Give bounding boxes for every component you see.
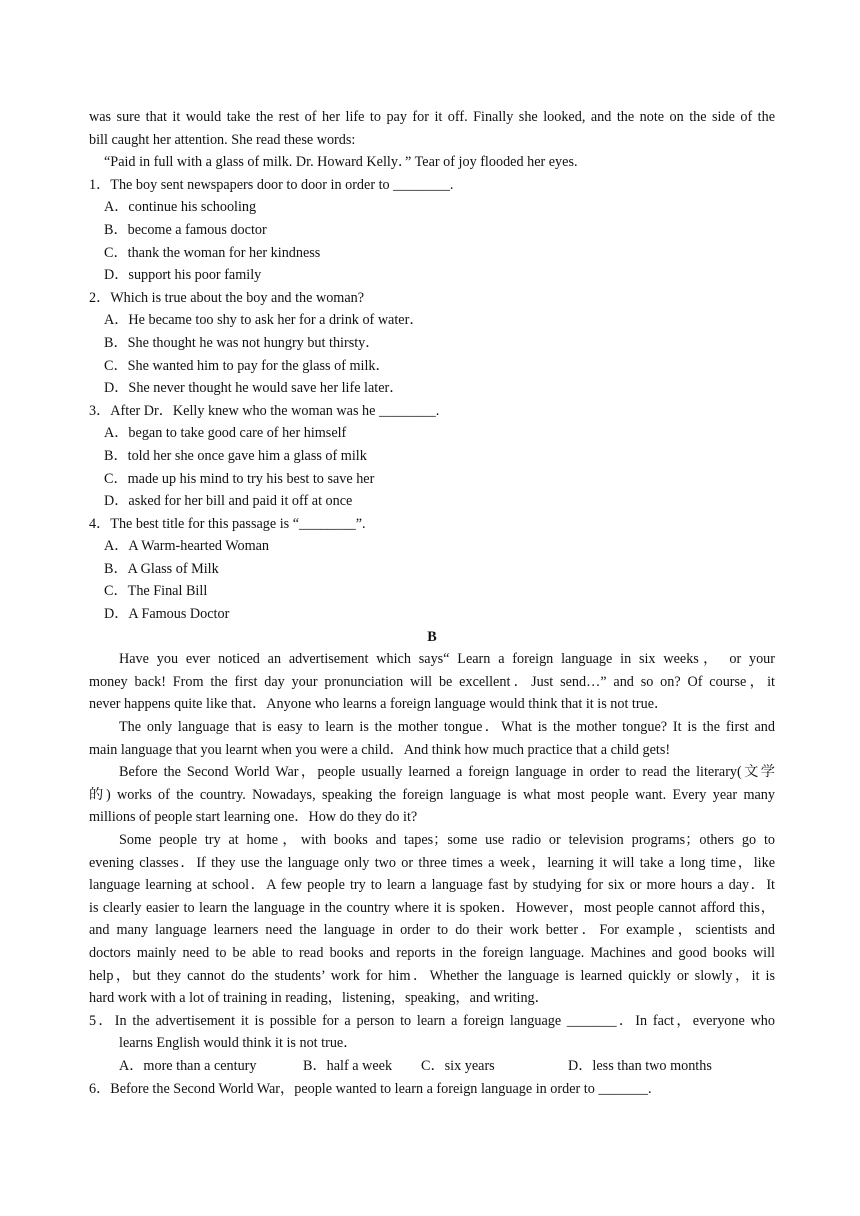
question-3 bbox=[89, 400, 775, 513]
answer-option: D．less than two months bbox=[568, 1057, 712, 1074]
passage-text-line: bill caught her attention. She read these words: bbox=[89, 131, 356, 148]
passage-text-line: was sure that it would take the rest of her life to pay for it off. Finally she looked, and the note on the side of the bbox=[89, 109, 775, 125]
passage-text-line: evening classes．If they use the language only two or three times a week，learning it will take a long time，like bbox=[89, 854, 775, 871]
passage-text-line: Some people try at home，with books and tapes；some use radio or television programs；others go to bbox=[119, 832, 775, 848]
passage-text-line: “Paid in full with a glass of milk. Dr. Howard Kelly．” Tear of joy flooded her eyes. bbox=[104, 154, 578, 171]
passage-b-paragraph-4 bbox=[89, 829, 775, 1010]
question-5 bbox=[89, 1010, 775, 1078]
answer-option: C．made up his mind to try his best to save her bbox=[104, 470, 375, 487]
passage-text-line: doctors mainly need to be able to read books and reports in the foreign language. Machines and good books will bbox=[89, 944, 775, 961]
answer-option: C．She wanted him to pay for the glass of milk． bbox=[104, 357, 390, 374]
section-heading: B bbox=[427, 628, 437, 645]
answer-option: B．become a famous doctor bbox=[104, 221, 267, 238]
answer-option: D．support his poor family bbox=[104, 267, 262, 284]
answer-option: D．A Famous Doctor bbox=[104, 606, 230, 623]
question-2 bbox=[89, 287, 775, 400]
answer-option: C．thank the woman for her kindness bbox=[104, 244, 321, 261]
passage-text-line: 的) works of the country. Nowadays, speaking the foreign language is what most people want. Every year many bbox=[89, 786, 775, 803]
answer-option: A．more than a century bbox=[119, 1057, 257, 1074]
passage-text-line: help，but they cannot do the students’ work for him．Whether the language is learned quickly or slowly，it is bbox=[89, 967, 775, 984]
answer-option: B．told her she once gave him a glass of milk bbox=[104, 447, 367, 464]
answer-option: B．She thought he was not hungry but thirsty． bbox=[104, 334, 380, 351]
answer-option: C．six years bbox=[421, 1057, 495, 1074]
passage-text-line: main language that you learnt when you were a child．And think how much practice that a child gets! bbox=[89, 741, 671, 758]
passage-text-line: hard work with a lot of training in reading，listening，speaking，and writing． bbox=[89, 990, 549, 1007]
passage-text-line: never happens quite like that．Anyone who learns a foreign language would think that it is not true． bbox=[89, 696, 669, 713]
question-stem: 2．Which is true about the boy and the woman? bbox=[89, 289, 365, 306]
question-stem: 6．Before the Second World War，people wanted to learn a foreign language in order to _______. bbox=[89, 1080, 652, 1097]
answer-options-row bbox=[89, 1055, 775, 1078]
answer-option: A．began to take good care of her himself bbox=[104, 425, 347, 442]
passage-b-paragraph-1 bbox=[89, 648, 775, 716]
answer-option: A．A Warm-hearted Woman bbox=[104, 538, 270, 555]
passage-text-line: money back! From the first day your pronunciation will be excellent．Just send…” and so on? Of course，it bbox=[89, 673, 775, 690]
passage-text-line: Before the Second World War，people usually learned a foreign language in order to read the literary(文学 bbox=[119, 764, 775, 781]
passage-b-paragraph-2 bbox=[89, 716, 775, 761]
question-stem: 3．After Dr．Kelly knew who the woman was he ________. bbox=[89, 402, 440, 419]
passage-text-line: millions of people start learning one．How do they do it? bbox=[89, 809, 418, 826]
question-stem: 1．The boy sent newspapers door to door in order to ________. bbox=[89, 176, 454, 193]
question-stem-continued: learns English would think it is not true． bbox=[119, 1035, 358, 1052]
question-stem: 4．The best title for this passage is “________”. bbox=[89, 515, 366, 532]
question-6 bbox=[89, 1078, 775, 1101]
document-page bbox=[89, 106, 775, 1100]
answer-option: D．She never thought he would save her life later． bbox=[104, 380, 404, 397]
answer-option: B．A Glass of Milk bbox=[104, 560, 219, 577]
answer-option: D．asked for her bill and paid it off at once bbox=[104, 493, 353, 510]
question-stem: 5．In the advertisement it is possible for a person to learn a foreign language _______．In fact，everyone who bbox=[89, 1012, 775, 1029]
passage-b-paragraph-3 bbox=[89, 761, 775, 829]
passage-text-line: is clearly easier to learn the language in the country where it is spoken．However，most people cannot afford this， bbox=[89, 899, 775, 916]
answer-option: A．continue his schooling bbox=[104, 199, 257, 216]
passage-text-line: and many language learners need the language in order to do their work better．For example，scientists and bbox=[89, 922, 775, 939]
passage-text-line: The only language that is easy to learn is the mother tongue．What is the mother tongue? It is the first and bbox=[119, 719, 775, 736]
question-1 bbox=[89, 174, 775, 287]
passage-text-line: language learning at school．A few people try to learn a language fast by studying for six or more hours a day．It bbox=[89, 877, 775, 894]
answer-option: A．He became too shy to ask her for a drink of water． bbox=[104, 312, 424, 329]
answer-option: B．half a week bbox=[303, 1057, 393, 1074]
answer-option: C．The Final Bill bbox=[104, 583, 208, 600]
question-4 bbox=[89, 513, 775, 626]
passage-text-line: Have you ever noticed an advertisement which says“ Learn a foreign language in six weeks， or your bbox=[119, 651, 775, 668]
